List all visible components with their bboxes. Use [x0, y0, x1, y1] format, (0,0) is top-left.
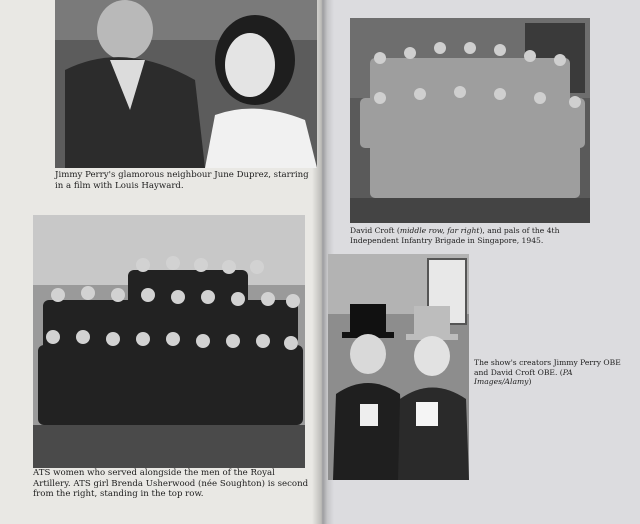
ats-women-caption: ATS women who served alongside the men of the Royal Artillery. ATS girl Brenda Usherwood (née Soughton) is second from the right, standing in the top row.: [33, 468, 309, 499]
brigade-caption: David Croft (middle row, far right), and pals of the 4th Independent Infantry Brigade in Singapore, 1945.: [350, 226, 560, 245]
creators-caption: The show's creators Jimmy Perry OBE and David Croft OBE. (PA Images/Alamy): [474, 358, 621, 386]
film-still-photo: [55, 0, 317, 168]
film-still-caption: Jimmy Perry's glamorous neighbour June Duprez, starring in a film with Louis Hayward.: [55, 170, 309, 191]
ats-women-group-photo: [33, 215, 305, 468]
infantry-brigade-group-photo: [350, 18, 590, 223]
creators-top-hats-photo: [328, 254, 469, 480]
